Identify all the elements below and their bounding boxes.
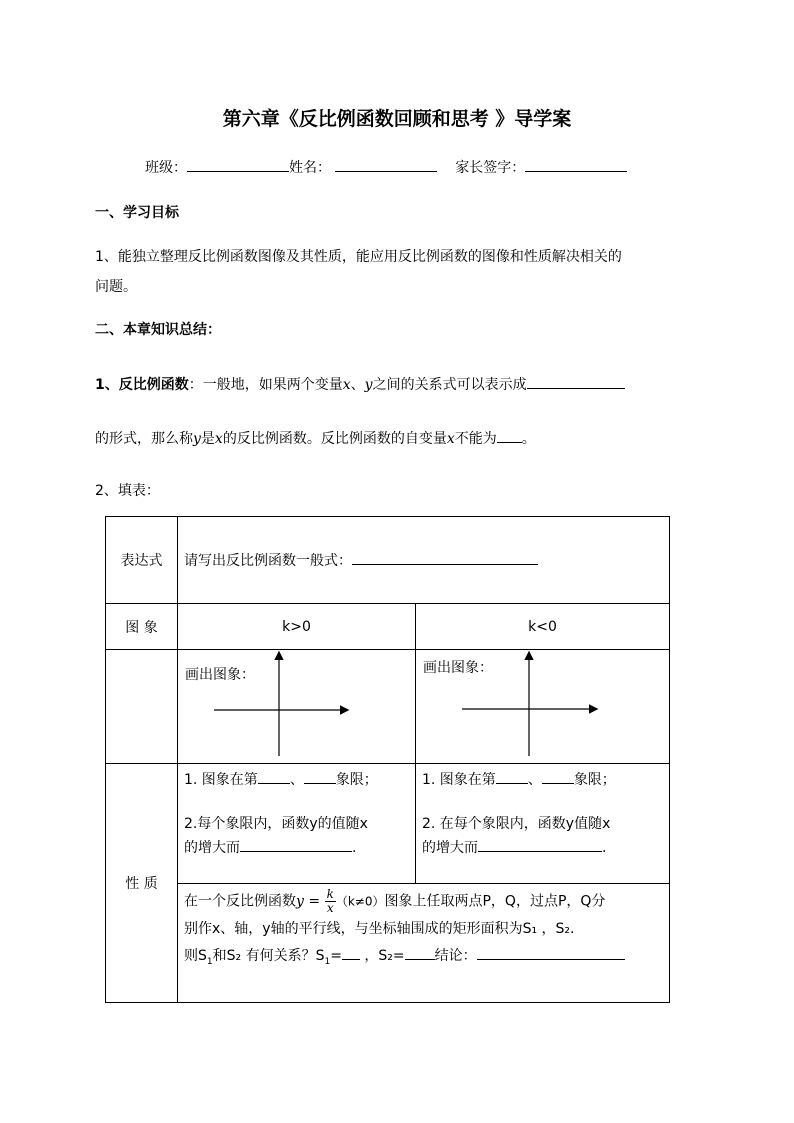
property-positive-cell	[178, 764, 416, 884]
axes-positive	[178, 650, 414, 763]
class-label: 班级：	[145, 160, 187, 176]
pos-trend-blank[interactable]	[240, 838, 352, 852]
header-fields	[145, 157, 627, 177]
neg-trend-blank[interactable]	[478, 838, 602, 852]
conclusion-blank[interactable]	[477, 946, 625, 960]
positive-trend-line1: 2.每个象限内，函数y的值随x	[184, 816, 368, 832]
definition-lead: 1、反比例函数	[95, 377, 189, 393]
pos-q-c: 象限；	[335, 772, 378, 788]
pos-trend-2a: 的增大而	[184, 840, 240, 856]
class-blank[interactable]	[187, 158, 289, 172]
image-label: 图 象	[125, 619, 158, 636]
fraction-denominator: x	[326, 901, 334, 915]
neg-trend-2a: 的增大而	[422, 840, 478, 856]
negative-trend-line1: 2. 在每个象限内，函数y值随x	[422, 816, 611, 832]
name-label: 姓名：	[289, 160, 331, 176]
area-line3	[184, 943, 663, 976]
goal-line1: 1、能独立整理反比例函数图像及其性质，能应用反比例函数的图像和性质解决相关的	[95, 249, 622, 265]
area-cond: （k≠0）	[335, 894, 385, 909]
form-blank[interactable]	[527, 375, 625, 389]
area-line1	[184, 888, 663, 916]
s1-blank[interactable]	[342, 946, 360, 960]
definition-text-a: ：一般地，如果两个变量	[188, 377, 343, 393]
area-b: 图象上任取两点P，Q，过点P，Q分	[384, 893, 606, 910]
section1-heading: 一、学习目标	[95, 205, 179, 221]
positive-trend-line2	[184, 836, 409, 860]
var-y: y	[364, 377, 373, 393]
var-x: x	[342, 377, 351, 393]
expression-label: 表达式	[120, 553, 163, 569]
fraction-numerator: k	[326, 887, 334, 901]
var-x-3: x	[446, 431, 455, 447]
goal-line2: 问题。	[95, 279, 137, 295]
property-row	[106, 764, 670, 884]
nonzero-blank[interactable]	[497, 429, 522, 443]
expression-blank[interactable]	[352, 551, 538, 565]
positive-quadrant-line	[184, 768, 409, 792]
graph-positive-cell[interactable]	[178, 650, 416, 764]
line2-a: 的形式，那么称	[95, 431, 193, 447]
area-3-sub2: 1	[324, 956, 331, 967]
k-negative-header	[416, 604, 670, 650]
area-3b: 和S₂ 有何关系？S	[212, 947, 325, 964]
definition-line2	[95, 428, 536, 448]
expression-prompt: 请写出反比例函数一般式：	[184, 553, 352, 569]
summary-table	[105, 516, 670, 1003]
line2-c: 的反比例函数。反比例函数的自变量	[222, 431, 447, 447]
fill-table-label: 2、填表：	[95, 483, 160, 499]
expression-cell	[178, 517, 670, 604]
neg-q-c: 象限；	[573, 772, 616, 788]
graph-row	[106, 650, 670, 764]
image-label-cell	[106, 604, 178, 650]
area-a: 在一个反比例函数	[184, 893, 296, 910]
expression-row	[106, 517, 670, 604]
negative-trend-line2	[422, 836, 663, 860]
area-row	[106, 884, 670, 1003]
area-3e: 结论：	[434, 947, 477, 964]
pos-quadrant-blank-2[interactable]	[304, 770, 336, 784]
axes-negative	[416, 650, 668, 763]
area-line2: 别作x、轴，y轴的平行线，与坐标轴围成的矩形面积为S₁ ，S₂.	[184, 920, 575, 937]
k-negative-label: k<0	[528, 618, 557, 635]
name-blank[interactable]	[335, 158, 437, 172]
var-x-2: x	[214, 431, 223, 447]
area-3a: 则S	[184, 947, 207, 964]
s2-blank[interactable]	[405, 946, 435, 960]
sep: 、	[350, 377, 365, 393]
area-cell	[178, 884, 670, 1003]
image-header-row	[106, 604, 670, 650]
property-label: 性 质	[125, 876, 158, 892]
k-over-x-fraction	[325, 888, 336, 915]
graph-negative-cell[interactable]	[416, 650, 670, 764]
neg-q-a: 1. 图象在第	[422, 772, 496, 788]
area-3-sub1: 1	[206, 956, 213, 967]
line2-end: 。	[521, 431, 536, 447]
negative-quadrant-line	[422, 768, 663, 792]
area-3c: =	[330, 947, 342, 964]
line2-b: 是	[200, 431, 215, 447]
draw-label-positive: 画出图象：	[185, 667, 255, 683]
neg-q-b: 、	[527, 772, 542, 788]
neg-quadrant-blank-2[interactable]	[542, 770, 574, 784]
definition-text-b: 之间的关系式可以表示成	[372, 377, 527, 393]
pos-quadrant-blank-1[interactable]	[258, 770, 290, 784]
area-y: y	[296, 893, 304, 910]
parent-label: 家长签字：	[455, 160, 526, 176]
graph-label-cell	[106, 650, 178, 764]
var-y-2: y	[193, 431, 201, 447]
property-label-cell	[106, 764, 178, 1003]
pos-q-b: 、	[289, 772, 304, 788]
section2-heading: 二、本章知识总结：	[95, 322, 221, 338]
area-3d: ，S₂=	[364, 947, 405, 964]
pos-q-a: 1. 图象在第	[184, 772, 258, 788]
parent-blank[interactable]	[525, 158, 627, 172]
property-negative-cell	[416, 764, 670, 884]
k-positive-label: k>0	[282, 618, 311, 635]
draw-label-negative: 画出图象：	[423, 660, 493, 676]
neg-quadrant-blank-1[interactable]	[496, 770, 528, 784]
k-positive-header	[178, 604, 416, 650]
neg-trend-2b: .	[602, 840, 607, 856]
area-eq: =	[303, 893, 325, 910]
document-title: 第六章《反比例函数回顾和思考 》导学案	[222, 108, 572, 130]
definition-line1	[95, 374, 625, 394]
pos-trend-2b: .	[352, 840, 357, 856]
expression-label-cell	[106, 517, 178, 604]
line2-d: 不能为	[454, 431, 497, 447]
